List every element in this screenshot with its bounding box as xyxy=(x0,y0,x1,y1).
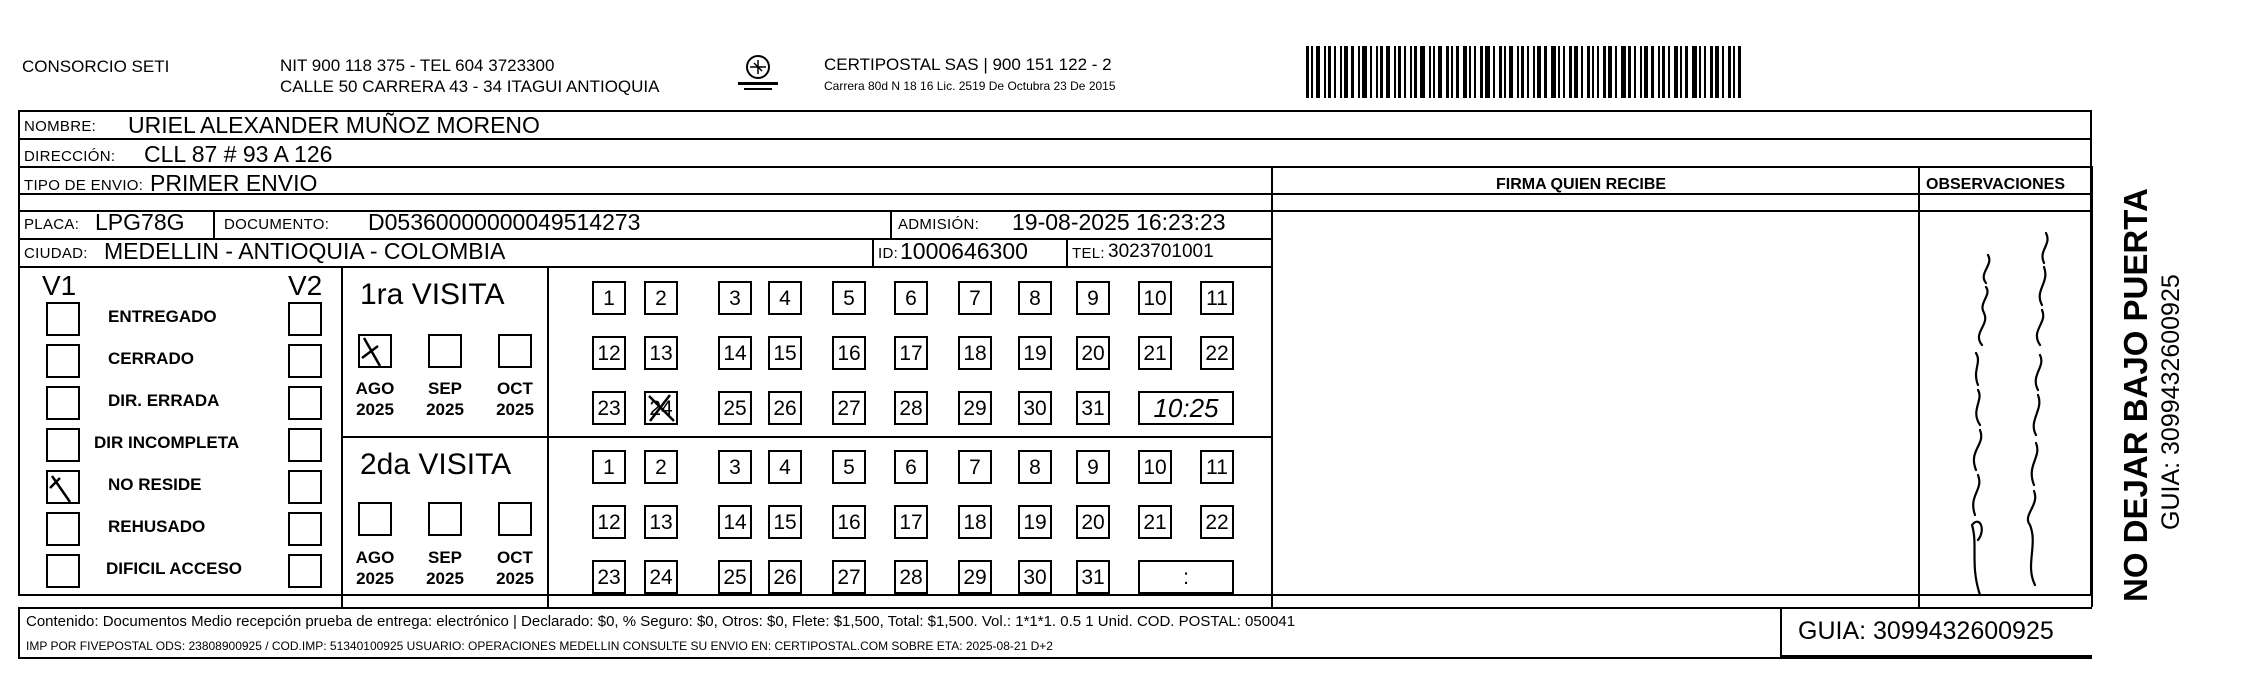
barcode-bar xyxy=(1581,46,1583,98)
barcode-bar xyxy=(1537,46,1541,98)
visit1-day-box[interactable]: 13 xyxy=(644,336,678,370)
check-mark-icon xyxy=(48,472,78,502)
placa-value: LPG78G xyxy=(95,209,185,235)
barcode-bar xyxy=(1699,46,1701,98)
tipo-envio-value: PRIMER ENVIO xyxy=(150,170,318,196)
status-label: DIR. ERRADA xyxy=(108,391,220,410)
v1-checkbox-3[interactable] xyxy=(46,386,80,420)
visit2-day-box[interactable]: 21 xyxy=(1138,505,1172,539)
v1-label: V1 xyxy=(42,270,77,301)
visit1-day-box[interactable]: 22 xyxy=(1200,336,1234,370)
visit2-day-box[interactable]: 9 xyxy=(1076,450,1110,484)
visit2-month-checkbox[interactable] xyxy=(428,502,462,536)
barcode-bar xyxy=(1668,46,1670,98)
status-label: DIR INCOMPLETA xyxy=(94,433,240,452)
barcode-bar xyxy=(1587,46,1590,98)
visit2-day-box[interactable]: 15 xyxy=(768,505,802,539)
admision-label: ADMISIÓN: xyxy=(898,216,980,233)
visit1-day-box[interactable]: 14 xyxy=(718,336,752,370)
visit2-day-box[interactable]: 23 xyxy=(592,560,626,594)
observaciones-handwriting xyxy=(1920,195,2090,605)
barcode-bar xyxy=(1334,46,1336,98)
tel-label: TEL: xyxy=(1072,245,1105,262)
documento-label: DOCUMENTO: xyxy=(224,216,330,233)
barcode-bar xyxy=(1351,46,1354,98)
v1-checkbox-1[interactable] xyxy=(46,302,80,336)
visit1-day-box[interactable]: 4 xyxy=(768,281,802,315)
barcode-bar xyxy=(1628,46,1631,98)
barcode-bar xyxy=(1680,46,1682,98)
visit2-day-box[interactable]: 27 xyxy=(832,560,866,594)
visit2-month-label: AGO xyxy=(355,548,395,567)
barcode-bar xyxy=(1414,46,1417,98)
barcode-bar xyxy=(1651,46,1654,98)
visit2-day-box[interactable]: 26 xyxy=(768,560,802,594)
documento-value: D05360000000049514273 xyxy=(368,209,641,235)
visit1-day-box[interactable]: 20 xyxy=(1076,336,1110,370)
visit2-day-box[interactable]: 16 xyxy=(832,505,866,539)
ciudad-value: MEDELLIN - ANTIOQUIA - COLOMBIA xyxy=(104,238,506,264)
barcode-bar xyxy=(1662,46,1665,98)
visit2-month-checkbox[interactable] xyxy=(358,502,392,536)
barcode-bar xyxy=(1429,46,1431,98)
barcode-bar xyxy=(1410,46,1412,98)
barcode-bar xyxy=(1438,46,1442,98)
status-label: NO RESIDE xyxy=(108,475,202,494)
visit1-day-box[interactable]: 15 xyxy=(768,336,802,370)
visit2-day-box[interactable]: 17 xyxy=(894,505,928,539)
visit2-day-box[interactable]: 14 xyxy=(718,505,752,539)
certipostal-logo-icon xyxy=(730,54,786,94)
visit2-day-box[interactable]: 24 xyxy=(644,560,678,594)
v2-checkbox-2[interactable] xyxy=(288,344,322,378)
visit2-day-box[interactable]: 1 xyxy=(592,450,626,484)
visit1-day-box[interactable]: 19 xyxy=(1018,336,1052,370)
visit2-day-box[interactable]: 4 xyxy=(768,450,802,484)
barcode-bar xyxy=(1474,46,1476,98)
visit2-month-label: SEP xyxy=(427,548,463,567)
no-dejar-text: NO DEJAR BAJO PUERTA xyxy=(2117,188,2154,602)
visit1-day-box[interactable]: 2 xyxy=(644,281,678,315)
barcode-bar xyxy=(1597,46,1599,98)
ciudad-label: CIUDAD: xyxy=(24,245,88,262)
barcode-bar xyxy=(1574,46,1578,98)
barcode-bar xyxy=(1504,46,1506,98)
barcode-bar xyxy=(1480,46,1483,98)
address-line: CALLE 50 CARRERA 43 - 34 ITAGUI ANTIOQUIA xyxy=(280,77,660,96)
barcode-bar xyxy=(1404,46,1406,98)
main-form xyxy=(18,110,2092,596)
visit1-day-box[interactable]: 5 xyxy=(832,281,866,315)
barcode-bar xyxy=(1728,46,1731,98)
barcode-bar xyxy=(1509,46,1513,98)
status-label: CERRADO xyxy=(108,349,194,368)
barcode-bar xyxy=(1603,46,1606,98)
v2-checkbox-5[interactable] xyxy=(288,470,322,504)
visit1-time-box[interactable]: 10:25 xyxy=(1138,391,1234,425)
observaciones-header: OBSERVACIONES xyxy=(1926,176,2065,193)
visit2-year-label: 2025 xyxy=(356,569,394,588)
visit2-day-box[interactable]: 28 xyxy=(894,560,928,594)
visit2-day-box[interactable]: 8 xyxy=(1018,450,1052,484)
visit1-day-box[interactable]: 21 xyxy=(1138,336,1172,370)
visit2-day-box[interactable]: 29 xyxy=(958,560,992,594)
visit2-day-box[interactable]: 30 xyxy=(1018,560,1052,594)
visit1-day-box[interactable]: 25 xyxy=(718,391,752,425)
barcode-bar xyxy=(1644,46,1648,98)
visit2-day-box[interactable]: 7 xyxy=(958,450,992,484)
visit1-day-box[interactable]: 30 xyxy=(1018,391,1052,425)
visit2-day-box[interactable]: 5 xyxy=(832,450,866,484)
barcode-bar xyxy=(1499,46,1502,98)
barcode-bar xyxy=(1615,46,1617,98)
carrier-line: CERTIPOSTAL SAS | 900 151 122 - 2 xyxy=(824,55,1112,74)
visit1-day-box[interactable]: 16 xyxy=(832,336,866,370)
barcode-bar xyxy=(1394,46,1396,98)
visit2-title: 2da VISITA xyxy=(360,448,512,481)
check-mark-icon xyxy=(360,336,390,366)
barcode-bar xyxy=(1493,46,1495,98)
visit1-day-box[interactable]: 3 xyxy=(718,281,752,315)
visit1-year-label: 2025 xyxy=(496,400,534,419)
visit1-year-label: 2025 xyxy=(426,400,464,419)
guia-box-text: GUIA: 3099432600925 xyxy=(1798,617,2054,645)
v2-checkbox-4[interactable] xyxy=(288,428,322,462)
nit-line: NIT 900 118 375 - TEL 604 3723300 xyxy=(280,56,555,75)
visit2-time-box[interactable]: : xyxy=(1138,560,1234,594)
visit1-day-box[interactable]: 31 xyxy=(1076,391,1110,425)
cross-mark-icon xyxy=(646,393,676,423)
visit1-day-box[interactable]: 7 xyxy=(958,281,992,315)
barcode-bar xyxy=(1738,46,1741,98)
barcode-bar xyxy=(1306,46,1309,98)
visit1-day-box[interactable]: 18 xyxy=(958,336,992,370)
status-label: REHUSADO xyxy=(108,517,206,536)
day-number: 24 xyxy=(649,397,673,420)
carrier-address: Carrera 80d N 18 16 Lic. 2519 De Octubra 23 De 2015 xyxy=(824,79,1116,93)
barcode-bar xyxy=(1446,46,1449,98)
visit1-month-checkbox[interactable] xyxy=(498,334,532,368)
visit2-day-box[interactable]: 13 xyxy=(644,505,678,539)
barcode-bar xyxy=(1420,46,1425,98)
barcode-bar xyxy=(1370,46,1372,98)
visit2-day-box[interactable]: 2 xyxy=(644,450,678,484)
barcode-bar xyxy=(1733,46,1735,98)
company-name: CONSORCIO SETI xyxy=(22,57,170,76)
visit2-year-label: 2025 xyxy=(426,569,464,588)
visit1-month-label: OCT xyxy=(497,379,533,398)
visit2-month-checkbox[interactable] xyxy=(498,502,532,536)
visit1-year-label: 2025 xyxy=(356,400,394,419)
visit1-day-box[interactable]: 23 xyxy=(592,391,626,425)
barcode-bar xyxy=(1433,46,1435,98)
v2-checkbox-1[interactable] xyxy=(288,302,322,336)
barcode-bar xyxy=(1533,46,1535,98)
barcode-bar xyxy=(1722,46,1724,98)
barcode-bar xyxy=(1517,46,1519,98)
v1-checkbox-6[interactable] xyxy=(46,512,80,546)
firma-header: FIRMA QUIEN RECIBE xyxy=(1496,176,1667,193)
visit1-day-box[interactable]: 9 xyxy=(1076,281,1110,315)
visit1-day-box[interactable]: 29 xyxy=(958,391,992,425)
status-label: DIFICIL ACCESO xyxy=(106,559,243,578)
barcode-bar xyxy=(1640,46,1642,98)
status-label: ENTREGADO xyxy=(108,307,217,326)
id-value: 1000646300 xyxy=(900,238,1028,264)
visit2-day-box[interactable]: 22 xyxy=(1200,505,1234,539)
barcode-bar xyxy=(1544,46,1547,98)
contenido-line: Contenido: Documentos Medio recepción prueba de entrega: electrónico | Declarado: $0, % Seguro: $0, Otros: $0, Flete: $1,500, Total: $1,500. Vol.: 1*1*1. 0.5 1 Unid. COD. POSTAL: 050041 xyxy=(26,613,1296,630)
visit1-title: 1ra VISITA xyxy=(360,278,505,311)
barcode xyxy=(1306,46,1745,98)
barcode-bar xyxy=(1386,46,1390,98)
barcode-bar xyxy=(1715,46,1719,98)
barcode-bar xyxy=(1569,46,1572,98)
visit2-month-label: OCT xyxy=(497,548,533,567)
visit2-day-box[interactable]: 19 xyxy=(1018,505,1052,539)
barcode-bar xyxy=(1551,46,1556,98)
visit2-year-label: 2025 xyxy=(496,569,534,588)
barcode-bar xyxy=(1674,46,1678,98)
visit1-month-checkbox[interactable] xyxy=(428,334,462,368)
barcode-bar xyxy=(1692,46,1697,98)
barcode-bar xyxy=(1463,46,1467,98)
v2-checkbox-7[interactable] xyxy=(288,554,322,588)
barcode-bar xyxy=(1324,46,1326,98)
visit1-day-box[interactable] xyxy=(644,391,678,425)
barcode-bar xyxy=(1376,46,1378,98)
visit2-day-box[interactable]: 20 xyxy=(1076,505,1110,539)
tel-value: 3023701001 xyxy=(1108,241,1214,262)
placa-label: PLACA: xyxy=(24,216,80,233)
v2-checkbox-6[interactable] xyxy=(288,512,322,546)
barcode-bar xyxy=(1344,46,1348,98)
barcode-bar xyxy=(1398,46,1401,98)
visit1-month-label: AGO xyxy=(355,379,395,398)
barcode-bar xyxy=(1328,46,1331,98)
id-label: ID: xyxy=(878,245,899,262)
visit1-day-box[interactable]: 17 xyxy=(894,336,928,370)
v1-checkbox-checked[interactable] xyxy=(46,470,80,504)
visit2-day-box[interactable]: 18 xyxy=(958,505,992,539)
barcode-bar xyxy=(1634,46,1636,98)
visit1-day-box[interactable]: 12 xyxy=(592,336,626,370)
barcode-bar xyxy=(1485,46,1490,98)
visit1-day-box[interactable]: 8 xyxy=(1018,281,1052,315)
v2-label: V2 xyxy=(288,270,323,301)
barcode-bar xyxy=(1704,46,1706,98)
barcode-bar xyxy=(1316,46,1320,98)
visit2-day-box[interactable]: 25 xyxy=(718,560,752,594)
v1-checkbox-2[interactable] xyxy=(46,344,80,378)
nombre-value: URIEL ALEXANDER MUÑOZ MORENO xyxy=(128,112,540,138)
tipo-envio-label: TIPO DE ENVIO: xyxy=(24,177,144,194)
barcode-bar xyxy=(1451,46,1453,98)
barcode-bar xyxy=(1563,46,1565,98)
barcode-bar xyxy=(1710,46,1713,98)
barcode-bar xyxy=(1456,46,1459,98)
visit1-month-label: SEP xyxy=(427,379,463,398)
barcode-bar xyxy=(1658,46,1660,98)
visit1-day-box[interactable]: 1 xyxy=(592,281,626,315)
direccion-value: CLL 87 # 93 A 126 xyxy=(144,141,333,167)
barcode-bar xyxy=(1558,46,1560,98)
visit2-day-box[interactable]: 31 xyxy=(1076,560,1110,594)
barcode-bar xyxy=(1621,46,1626,98)
imp-line: IMP POR FIVEPOSTAL ODS: 23808900925 / COD.IMP: 51340100925 USUARIO: OPERACIONES MEDELLIN CONSULTE SU ENVIO EN: CERTIPOSTAL.COM SOBRE ETA: 2025-08-21 D+2 xyxy=(26,639,1053,653)
barcode-bar xyxy=(1521,46,1524,98)
visit1-month-checkbox[interactable] xyxy=(358,334,392,368)
visit2-day-box[interactable]: 6 xyxy=(894,450,928,484)
barcode-bar xyxy=(1358,46,1360,98)
visit2-day-box[interactable]: 11 xyxy=(1200,450,1234,484)
barcode-bar xyxy=(1592,46,1594,98)
v2-checkbox-3[interactable] xyxy=(288,386,322,420)
barcode-bar xyxy=(1340,46,1342,98)
admision-value: 19-08-2025 16:23:23 xyxy=(1012,209,1226,235)
visit2-day-box[interactable]: 12 xyxy=(592,505,626,539)
direccion-label: DIRECCIÓN: xyxy=(24,148,116,165)
barcode-bar xyxy=(1685,46,1688,98)
barcode-bar xyxy=(1608,46,1612,98)
v1-checkbox-4[interactable] xyxy=(46,428,80,462)
barcode-bar xyxy=(1362,46,1367,98)
visit1-day-box[interactable]: 26 xyxy=(768,391,802,425)
barcode-bar xyxy=(1311,46,1313,98)
side-guia-text: GUIA: 3099432600925 xyxy=(2157,274,2185,530)
v1-checkbox-7[interactable] xyxy=(46,554,80,588)
visit1-day-box[interactable]: 10 xyxy=(1138,281,1172,315)
nombre-label: NOMBRE: xyxy=(24,118,97,135)
visit1-day-box[interactable]: 11 xyxy=(1200,281,1234,315)
visit2-day-box[interactable]: 3 xyxy=(718,450,752,484)
visit1-day-box[interactable]: 6 xyxy=(894,281,928,315)
side-vertical-text xyxy=(2095,40,2215,680)
barcode-bar xyxy=(1380,46,1383,98)
visit2-day-box[interactable]: 10 xyxy=(1138,450,1172,484)
barcode-bar xyxy=(1527,46,1529,98)
visit1-day-box[interactable]: 27 xyxy=(832,391,866,425)
visit1-day-box[interactable]: 28 xyxy=(894,391,928,425)
barcode-bar xyxy=(1469,46,1471,98)
